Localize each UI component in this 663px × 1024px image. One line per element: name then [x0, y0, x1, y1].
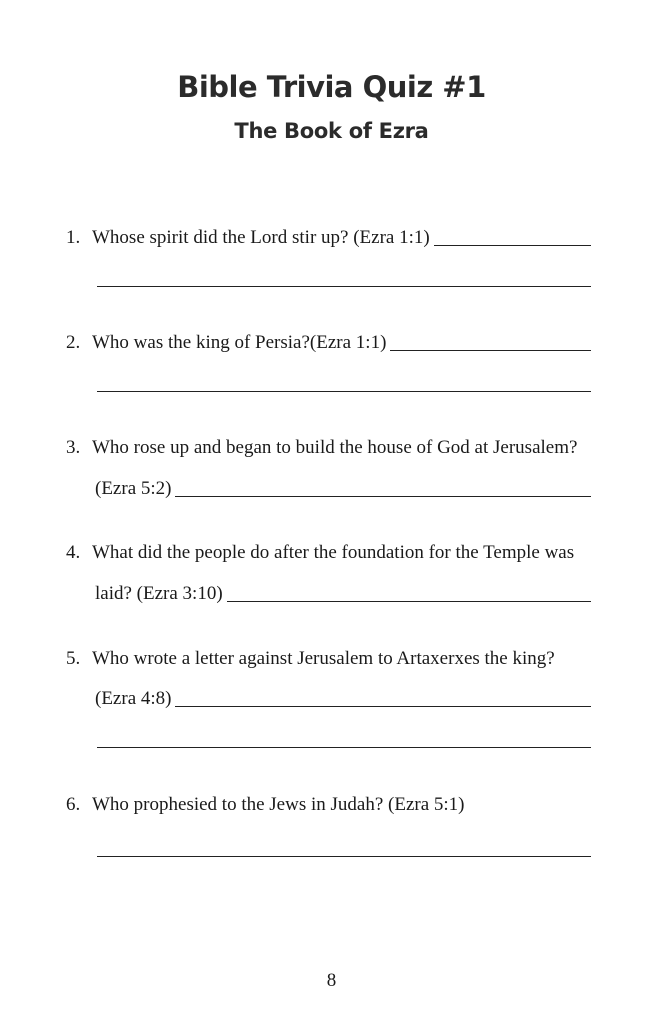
- answer-blank[interactable]: [175, 495, 591, 497]
- answer-blank[interactable]: [97, 746, 591, 748]
- answer-blank[interactable]: [434, 244, 591, 246]
- question-number: 1.: [66, 227, 81, 248]
- answer-blank[interactable]: [97, 285, 591, 287]
- question-number: 3.: [66, 437, 81, 458]
- question-text: Who prophesied to the Jews in Judah? (Ezra 5:1): [92, 794, 465, 815]
- answer-blank[interactable]: [175, 705, 591, 707]
- question-number: 6.: [66, 794, 81, 815]
- page-number: 8: [326, 970, 337, 991]
- question-number: 2.: [66, 332, 81, 353]
- quiz-subtitle: The Book of Ezra: [234, 119, 429, 143]
- question-text: Who wrote a letter against Jerusalem to Artaxerxes the king?: [92, 648, 555, 669]
- question-text: Who rose up and began to build the house of God at Jerusalem?: [92, 437, 578, 458]
- question-number: 4.: [66, 542, 81, 563]
- quiz-title: Bible Trivia Quiz #1: [177, 70, 486, 104]
- question-reference: laid? (Ezra 3:10): [95, 583, 223, 604]
- answer-blank[interactable]: [97, 855, 591, 857]
- question-text: Who was the king of Persia?(Ezra 1:1): [92, 332, 387, 353]
- question-text: What did the people do after the foundation for the Temple was: [92, 542, 575, 563]
- question-number: 5.: [66, 648, 81, 669]
- question-text: Whose spirit did the Lord stir up? (Ezra 1:1): [92, 227, 430, 248]
- answer-blank[interactable]: [227, 600, 591, 602]
- question-reference: (Ezra 4:8): [95, 688, 172, 709]
- answer-blank[interactable]: [390, 349, 591, 351]
- question-reference: (Ezra 5:2): [95, 478, 172, 499]
- answer-blank[interactable]: [97, 390, 591, 392]
